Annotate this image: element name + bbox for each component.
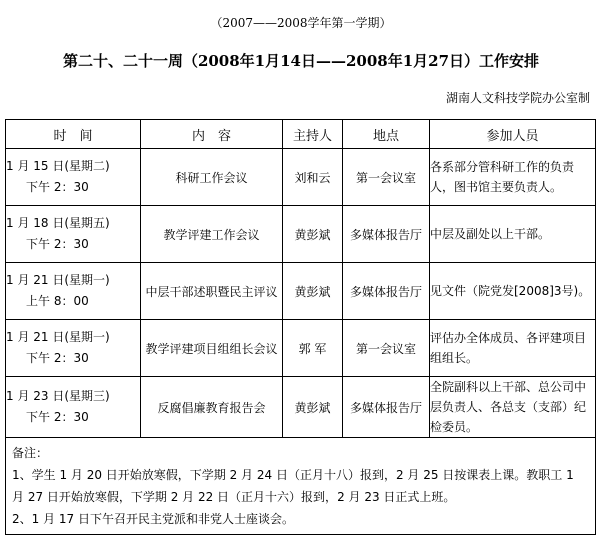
column-header-host: 主持人 (283, 120, 343, 149)
content-cell: 科研工作会议 (141, 149, 283, 206)
header-row (6, 120, 596, 149)
notes-cell (6, 438, 596, 535)
hour-text: 下午 2：30 (26, 237, 89, 251)
content-cell: 反腐倡廉教育报告会 (141, 377, 283, 438)
time-cell (6, 377, 141, 438)
location-cell: 多媒体报告厅 (343, 377, 430, 438)
table-row (6, 377, 596, 438)
hour-text: 下午 2：30 (26, 351, 89, 365)
date-text: 1 月 23 日(星期三) (6, 389, 110, 403)
attendees-cell: 中层及副处以上干部。 (430, 206, 596, 263)
hour-text: 下午 2：30 (26, 410, 89, 424)
table-row (6, 149, 596, 206)
attendees-cell: 全院副科以上干部、总公司中层负责人、各总支（支部）纪检委员。 (430, 377, 596, 438)
location-cell: 多媒体报告厅 (343, 206, 430, 263)
content-cell: 教学评建项目组组长会议 (141, 320, 283, 377)
notes-row (6, 438, 596, 535)
date-text: 1 月 21 日(星期一) (6, 273, 110, 287)
content-cell: 教学评建工作会议 (141, 206, 283, 263)
column-header-attendees: 参加人员 (430, 120, 596, 149)
table-row (6, 320, 596, 377)
issuing-office: 湖南人文科技学院办公室制 (445, 91, 590, 105)
location-cell: 第一会议室 (343, 149, 430, 206)
page-title: 第二十、二十一周（2008年1月14日——2008年1月27日）工作安排 (62, 52, 540, 70)
date-text: 1 月 21 日(星期一) (6, 330, 110, 344)
host-cell: 黄彭斌 (283, 263, 343, 320)
host-cell: 刘和云 (283, 149, 343, 206)
content-cell: 中层干部述职暨民主评议 (141, 263, 283, 320)
date-text: 1 月 18 日(星期五) (6, 216, 110, 230)
column-header-time: 时 间 (6, 120, 141, 149)
time-cell (6, 206, 141, 263)
time-cell (6, 263, 141, 320)
attendees-cell: 评估办全体成员、各评建项目组组长。 (430, 320, 596, 377)
note-item: 2、1 月 17 日下午召开民主党派和非党人士座谈会。 (12, 512, 294, 526)
notes-label: 备注： (12, 446, 49, 460)
column-header-content: 内 容 (141, 120, 283, 149)
hour-text: 上午 8：00 (26, 294, 89, 308)
column-header-location: 地点 (343, 120, 430, 149)
attendees-cell: 各系部分管科研工作的负责人，图书馆主要负责人。 (430, 149, 596, 206)
note-item: 1、学生 1 月 20 日开始放寒假，下学期 2 月 24 日（正月十八）报到，2 月 25 日按课表上课。教职工 1 月 27 日开始放寒假，下学期 2 月 22 日（正月十六）报到，2 月 23 日正式上班。 (12, 468, 574, 504)
table-row (6, 263, 596, 320)
time-cell (6, 320, 141, 377)
hour-text: 下午 2：30 (26, 180, 89, 194)
schedule-table (5, 119, 596, 535)
semester-subtitle: （2007——2008学年第一学期） (210, 16, 392, 30)
location-cell: 多媒体报告厅 (343, 263, 430, 320)
time-cell (6, 149, 141, 206)
attendees-cell: 见文件（院党发[2008]3号)。 (430, 263, 596, 320)
host-cell: 黄彭斌 (283, 377, 343, 438)
table-row (6, 206, 596, 263)
location-cell: 第一会议室 (343, 320, 430, 377)
host-cell: 黄彭斌 (283, 206, 343, 263)
host-cell: 郭 军 (283, 320, 343, 377)
date-text: 1 月 15 日(星期二) (6, 159, 110, 173)
